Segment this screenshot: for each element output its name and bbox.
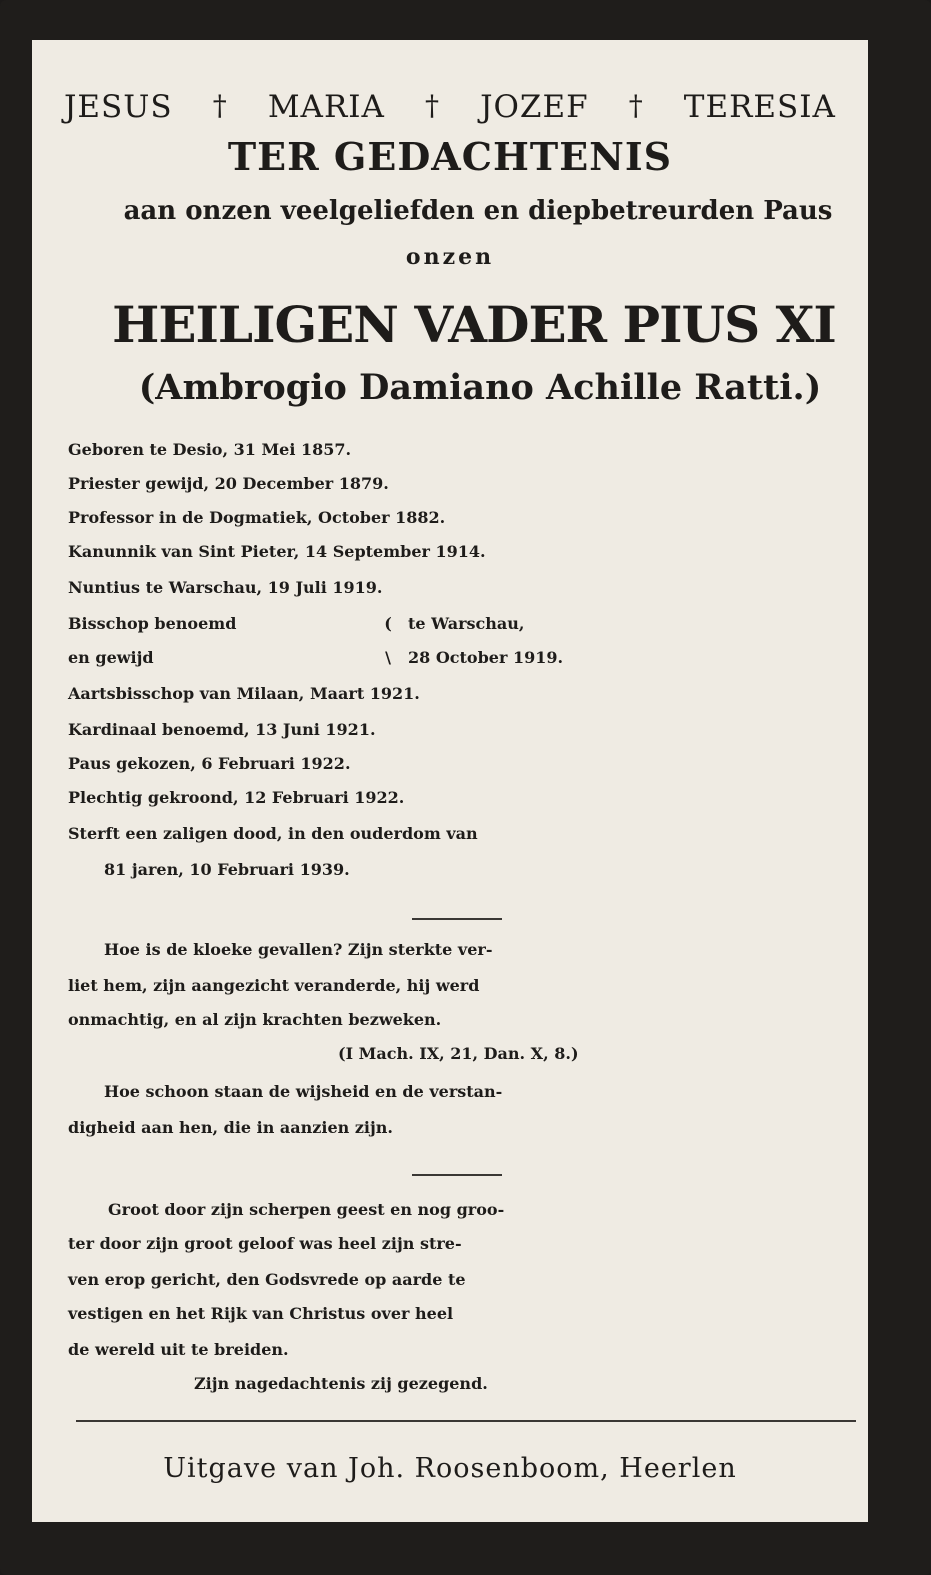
divider [412,918,502,920]
verse-line: liet hem, zijn aangezicht veranderde, hij werd [68,976,480,995]
bio-line: Kardinaal benoemd, 13 Juni 1921. [68,720,376,739]
bio-line: Sterft een zaligen dood, in den ouderdom van [68,824,478,843]
cross-icon: † [425,89,440,122]
bishop-line-1 [32,616,904,632]
bishop-date: 28 October 1919. [408,648,564,667]
bio-line: Nuntius te Warschau, 19 Juli 1919. [68,578,383,597]
name-jozef: JOZEF [480,89,589,125]
holy-names [32,89,868,125]
bio-line: Professor in de Dogmatiek, October 1882. [68,508,446,527]
name-maria: MARIA [267,89,385,125]
verse-line: Hoe is de kloeke gevallen? Zijn sterkte ver- [104,940,493,959]
bio-line: Geboren te Desio, 31 Mei 1857. [68,440,352,459]
bio-line: Plechtig gekroond, 12 Februari 1922. [68,788,405,807]
civil-name: (Ambrogio Damiano Achille Ratti.) [138,367,822,408]
verse-line: ven erop gericht, den Godsvrede op aarde te [68,1270,466,1289]
pope-title: HEILIGEN VADER PIUS XI [112,295,836,354]
bio-line: 81 jaren, 10 Februari 1939. [104,860,350,879]
bishop-consecrated: en gewijd [68,648,154,667]
brace-bottom: \ [385,648,391,667]
verse-line: vestigen en het Rijk van Christus over heel [68,1304,454,1323]
verse-line: de wereld uit te breiden. [68,1340,289,1359]
card-paper [32,40,868,1522]
verse-line: Groot door zijn scherpen geest en nog groo- [108,1200,505,1219]
verse-line: ter door zijn groot geloof was heel zijn stre- [68,1234,462,1253]
brace-top: ( [384,614,392,633]
verse-line: digheid aan hen, die in aanzien zijn. [68,1118,393,1137]
bio-line: Paus gekozen, 6 Februari 1922. [68,754,351,773]
footer-divider [76,1420,856,1422]
cross-icon: † [628,89,644,122]
verse-line: onmachtig, en al zijn krachten bezweken. [68,1010,442,1029]
divider [412,1174,502,1176]
dedication: aan onzen veelgeliefden en diepbetreurden Paus [123,196,833,226]
bishop-place: te Warschau, [408,614,525,633]
citation: (I Mach. IX, 21, Dan. X, 8.) [338,1044,579,1063]
verse-line: Hoe schoon staan de wijsheid en de verstan- [104,1082,503,1101]
page-title: TER GEDACHTENIS [227,134,673,179]
name-jesus: JESUS [64,89,173,125]
bio-line: Kanunnik van Sint Pieter, 14 September 1914. [68,542,486,561]
bishop-appointed: Bisschop benoemd [68,614,237,633]
name-teresia: TERESIA [683,89,836,125]
publisher-imprint: Uitgave van Joh. Roosenboom, Heerlen [163,1453,737,1484]
onzen-line: onzen [405,244,495,270]
bio-line: Aartsbisschop van Milaan, Maart 1921. [68,684,420,703]
bishop-line-2 [32,650,904,666]
bio-line: Priester gewijd, 20 December 1879. [68,474,389,493]
cross-icon: † [212,89,228,122]
closing-line: Zijn nagedachtenis zij gezegend. [194,1374,488,1393]
